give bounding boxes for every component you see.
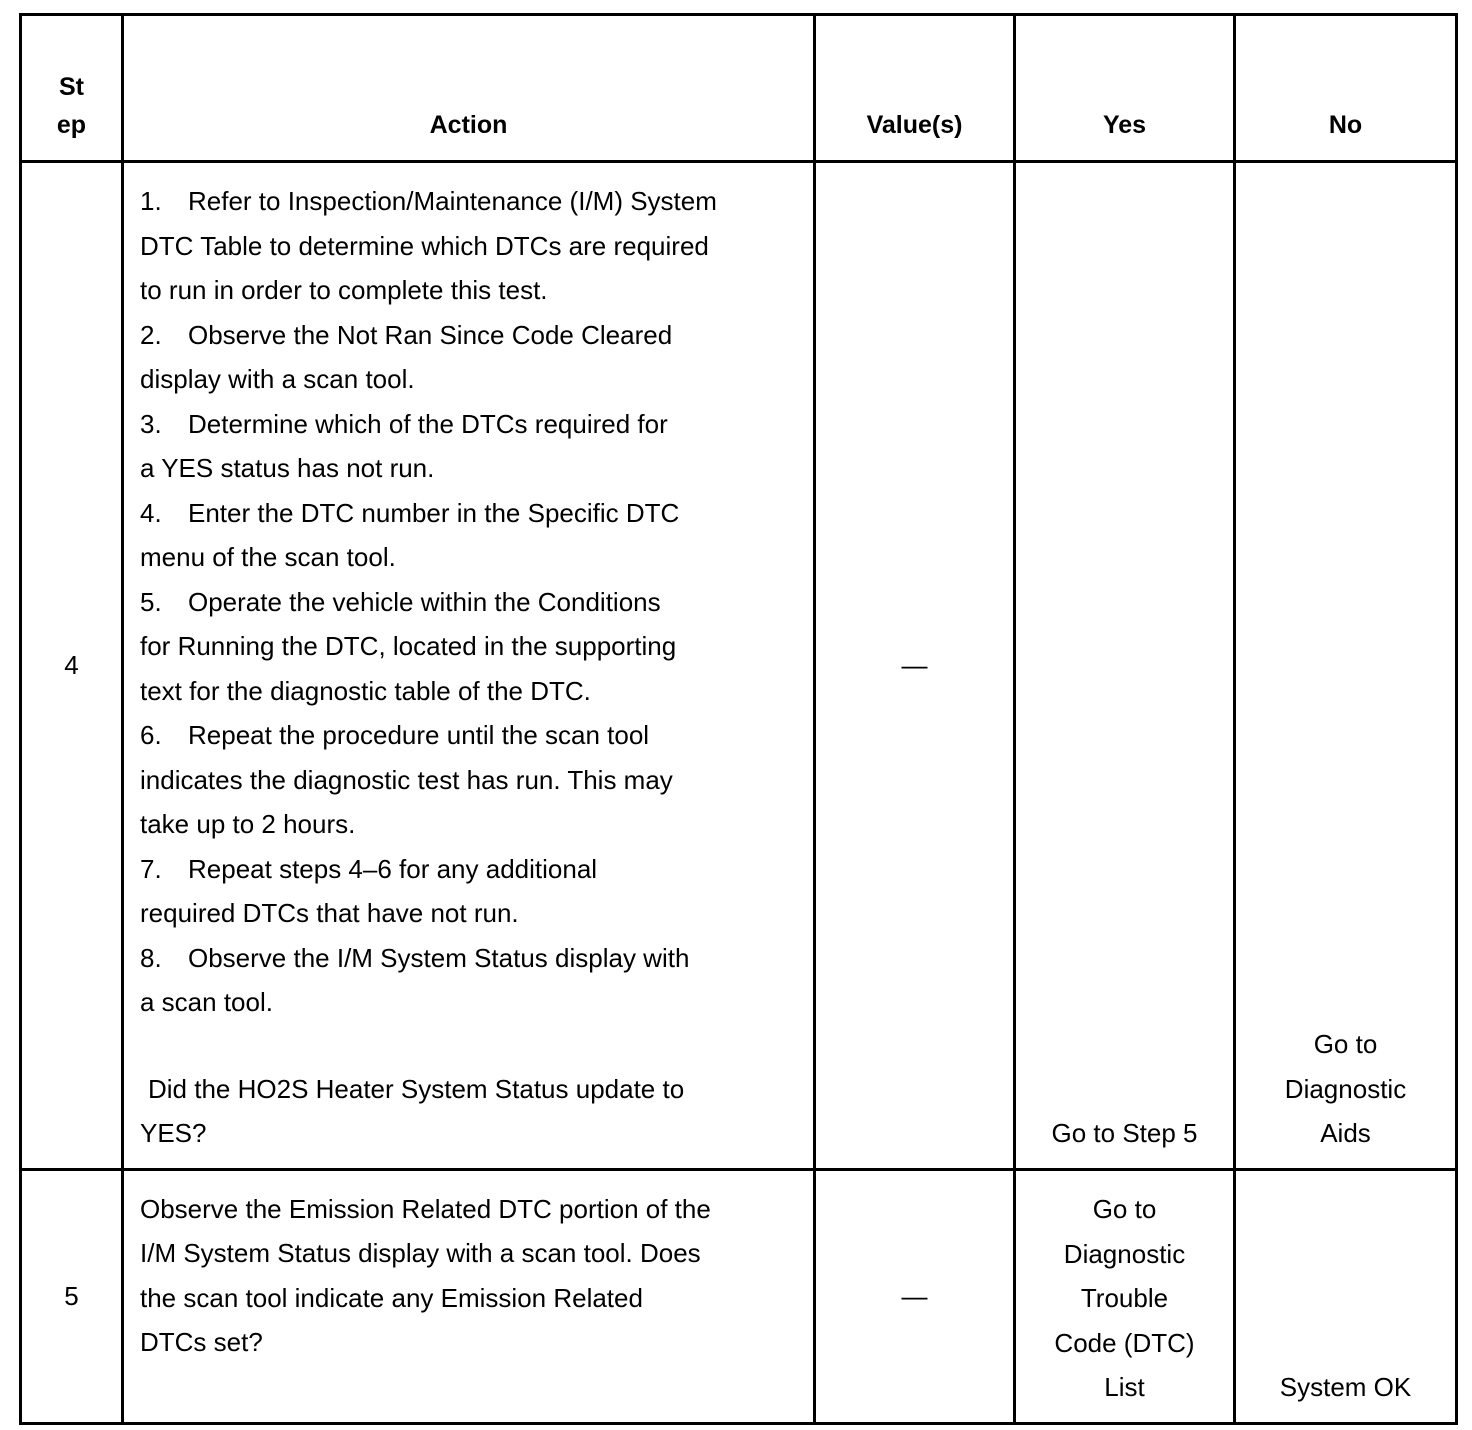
- action-line-text: DTCs set?: [140, 1327, 263, 1357]
- header-step-line-1: St: [59, 73, 84, 101]
- action-line-text: a scan tool.: [140, 987, 273, 1017]
- yes-result-text: List: [1104, 1372, 1145, 1402]
- table-row-step-4: [21, 162, 1457, 1170]
- question-line: Did the HO2S Heater System Status update to: [148, 1073, 685, 1104]
- action-line-text: Repeat steps 4–6 for any additional: [188, 853, 598, 884]
- value-cell: —: [815, 162, 1015, 1170]
- header-row: [21, 15, 1457, 162]
- action-line-text: a YES status has not run.: [140, 453, 435, 483]
- action-line: [140, 1187, 797, 1232]
- yes-cell: [1015, 1169, 1235, 1423]
- no-result-text: Diagnostic: [1284, 1073, 1407, 1104]
- action-line-text: for Running the DTC, located in the supporting: [140, 631, 677, 661]
- action-line: [140, 891, 797, 936]
- diagnostic-table: [19, 13, 1458, 1425]
- action-cell: [123, 1169, 815, 1423]
- action-line-text: text for the diagnostic table of the DTC.: [140, 675, 591, 706]
- action-line: [140, 802, 797, 847]
- action-line: [140, 446, 797, 491]
- header-values: Value(s): [815, 15, 1015, 162]
- header-step-line-2: ep: [56, 111, 87, 139]
- header-step: [21, 15, 123, 162]
- step-item-number: 5.: [140, 586, 162, 617]
- step-item-number: 1.: [140, 186, 162, 216]
- action-line-text: menu of the scan tool.: [140, 542, 396, 572]
- yes-result-text: Go to Step 5: [1051, 1118, 1198, 1148]
- action-line: [140, 624, 797, 669]
- action-line: [140, 936, 797, 981]
- no-result-text: Aids: [1320, 1118, 1371, 1148]
- spacer: [140, 1025, 797, 1067]
- action-list: [140, 1187, 797, 1365]
- step-item-number: 3.: [140, 408, 162, 439]
- no-result-text: Go to: [1313, 1029, 1378, 1059]
- action-list: [140, 179, 797, 1025]
- action-line: [140, 1320, 797, 1365]
- action-line: [140, 758, 797, 803]
- yes-result-text: Go to: [1092, 1194, 1157, 1224]
- step-item-number: 8.: [140, 942, 162, 973]
- action-line-text: DTC Table to determine which DTCs are required: [140, 230, 709, 261]
- action-line-text: the scan tool indicate any Emission Related: [140, 1282, 643, 1313]
- step-item-number: 6.: [140, 720, 162, 750]
- action-line-text: Observe the Not Ran Since Code Cleared: [188, 319, 673, 350]
- value-cell: —: [815, 1169, 1015, 1423]
- action-line: [140, 224, 797, 269]
- action-line: [140, 491, 797, 536]
- action-line-text: Operate the vehicle within the Conditions: [188, 586, 661, 617]
- step-number: 4: [21, 162, 123, 1170]
- step-item-number: 4.: [140, 497, 162, 528]
- action-line-text: Observe the Emission Related DTC portion of the: [140, 1193, 711, 1224]
- action-line-text: Enter the DTC number in the Specific DTC: [188, 497, 680, 528]
- action-line-text: I/M System Status display with a scan tool. Does: [140, 1238, 701, 1268]
- action-line-text: Repeat the procedure until the scan tool: [188, 720, 650, 750]
- action-line: [140, 1231, 797, 1276]
- action-line: [140, 313, 797, 358]
- action-line: [140, 713, 797, 758]
- action-line-text: Refer to Inspection/Maintenance (I/M) System: [188, 186, 717, 216]
- action-line: [140, 580, 797, 625]
- yes-result-text: Code (DTC): [1054, 1327, 1195, 1358]
- action-line: [140, 847, 797, 892]
- action-line: [140, 980, 797, 1025]
- action-line: [140, 179, 797, 224]
- header-action: Action: [123, 15, 815, 162]
- yes-cell: [1015, 162, 1235, 1170]
- action-line: [140, 402, 797, 447]
- no-result-text: System OK: [1279, 1372, 1412, 1402]
- yes-result-text: Diagnostic: [1063, 1238, 1186, 1269]
- action-cell: [123, 162, 815, 1170]
- step-item-number: 2.: [140, 319, 162, 350]
- action-line: [140, 669, 797, 714]
- action-line-text: required DTCs that have not run.: [140, 898, 519, 928]
- yes-result-text: Trouble: [1080, 1283, 1169, 1313]
- action-line-text: Determine which of the DTCs required for: [188, 408, 668, 439]
- step-item-number: 7.: [140, 853, 162, 884]
- action-line-text: indicates the diagnostic test has run. This may: [140, 764, 673, 795]
- no-cell: [1235, 162, 1457, 1170]
- action-line-text: Observe the I/M System Status display with: [188, 942, 690, 973]
- question-line: YES?: [140, 1118, 207, 1148]
- action-line-text: to run in order to complete this test.: [140, 275, 548, 305]
- action-line: [140, 1276, 797, 1321]
- action-line-text: display with a scan tool.: [140, 364, 415, 394]
- header-no: No: [1235, 15, 1457, 162]
- header-yes: Yes: [1015, 15, 1235, 162]
- step-number: 5: [21, 1169, 123, 1423]
- action-line-text: take up to 2 hours.: [140, 809, 356, 839]
- action-line: [140, 357, 797, 402]
- action-line: [140, 535, 797, 580]
- table-row-step-5: [21, 1169, 1457, 1423]
- action-line: [140, 268, 797, 313]
- no-cell: [1235, 1169, 1457, 1423]
